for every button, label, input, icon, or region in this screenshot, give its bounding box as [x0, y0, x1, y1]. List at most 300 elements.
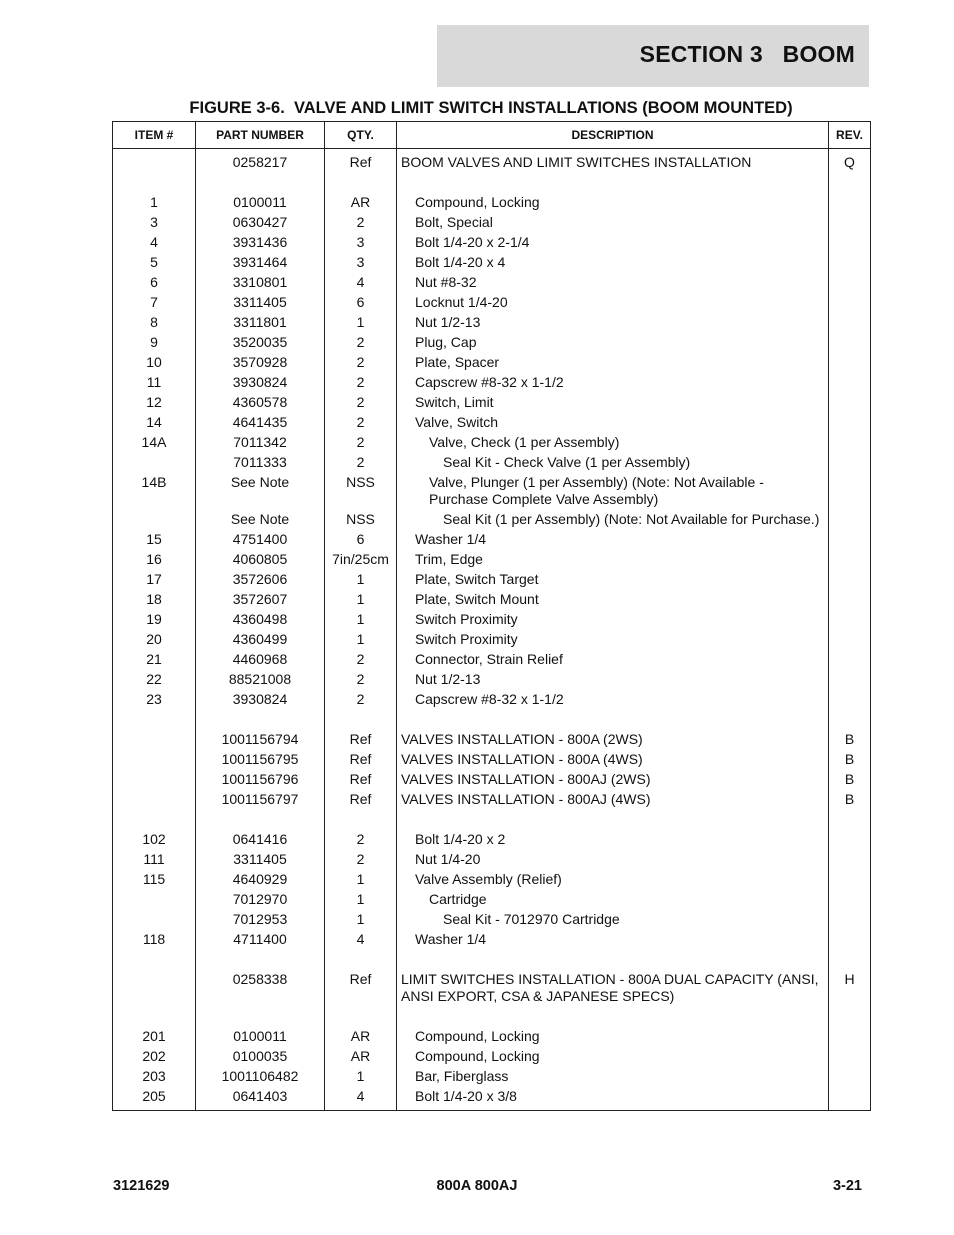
spacer-cell [829, 810, 871, 830]
table-spacer-row [113, 173, 871, 193]
description-cell [397, 1087, 829, 1111]
description-cell [397, 453, 829, 473]
spacer-cell [325, 950, 397, 970]
part-number-cell: 0641416 [196, 830, 325, 850]
description-text: Nut 1/2-13 [415, 314, 481, 330]
rev-cell [829, 413, 871, 433]
description-text: Bolt 1/4-20 x 3/8 [415, 1088, 517, 1104]
qty-cell: 1 [325, 630, 397, 650]
rev-cell [829, 393, 871, 413]
description-cell [397, 570, 829, 590]
table-row [113, 690, 871, 710]
part-number-cell: 4641435 [196, 413, 325, 433]
table-row [113, 313, 871, 333]
column-header-qty: QTY. [325, 122, 397, 149]
description-cell [397, 550, 829, 570]
part-number-cell: 4360499 [196, 630, 325, 650]
table-row [113, 1087, 871, 1111]
table-row [113, 149, 871, 173]
rev-cell [829, 293, 871, 313]
description-text: Bolt 1/4-20 x 2-1/4 [415, 234, 530, 250]
qty-cell: 2 [325, 433, 397, 453]
rev-cell [829, 1087, 871, 1111]
item-cell: 18 [113, 590, 196, 610]
qty-cell: 1 [325, 910, 397, 930]
item-cell: 1 [113, 193, 196, 213]
description-cell [397, 313, 829, 333]
section-title: SECTION 3 BOOM [639, 41, 855, 67]
qty-cell: 4 [325, 1087, 397, 1111]
description-text: Washer 1/4 [415, 931, 487, 947]
description-cell [397, 790, 829, 810]
item-cell [113, 730, 196, 750]
part-number-cell: 0641403 [196, 1087, 325, 1111]
table-row [113, 273, 871, 293]
qty-cell: 2 [325, 353, 397, 373]
qty-cell: 2 [325, 373, 397, 393]
table-row [113, 453, 871, 473]
description-cell [397, 670, 829, 690]
table-row [113, 930, 871, 950]
description-cell [397, 730, 829, 750]
part-number-cell: 3311405 [196, 293, 325, 313]
item-cell: 115 [113, 870, 196, 890]
spacer-cell [397, 950, 829, 970]
qty-cell: 1 [325, 570, 397, 590]
qty-cell: Ref [325, 750, 397, 770]
item-cell: 20 [113, 630, 196, 650]
item-cell: 10 [113, 353, 196, 373]
description-text: Switch Proximity [415, 611, 518, 627]
table-row [113, 433, 871, 453]
description-text: Washer 1/4 [415, 531, 487, 547]
item-cell [113, 790, 196, 810]
table-row [113, 670, 871, 690]
item-cell: 14A [113, 433, 196, 453]
qty-cell: Ref [325, 790, 397, 810]
description-cell [397, 233, 829, 253]
description-text: Valve Assembly (Relief) [415, 871, 562, 887]
spacer-cell [397, 710, 829, 730]
rev-cell [829, 870, 871, 890]
description-cell [397, 970, 829, 1007]
rev-cell [829, 273, 871, 293]
description-text: Plate, Spacer [415, 354, 500, 370]
qty-cell: Ref [325, 730, 397, 750]
section-header-box [437, 25, 869, 87]
rev-cell [829, 690, 871, 710]
description-cell [397, 770, 829, 790]
rev-cell [829, 1047, 871, 1067]
description-cell [397, 149, 829, 173]
qty-cell: 3 [325, 253, 397, 273]
qty-cell: 2 [325, 333, 397, 353]
rev-cell [829, 353, 871, 373]
description-cell [397, 530, 829, 550]
description-text: Cartridge [429, 891, 487, 907]
parts-table [112, 121, 871, 1111]
rev-cell [829, 930, 871, 950]
item-cell: 16 [113, 550, 196, 570]
description-cell [397, 1027, 829, 1047]
rev-cell [829, 590, 871, 610]
table-row [113, 970, 871, 1007]
description-cell [397, 433, 829, 453]
spacer-cell [829, 710, 871, 730]
description-cell [397, 253, 829, 273]
part-number-cell: See Note [196, 510, 325, 530]
description-text: Bolt, Special [415, 214, 493, 230]
table-row [113, 730, 871, 750]
item-cell [113, 453, 196, 473]
part-number-cell: 3570928 [196, 353, 325, 373]
rev-cell: B [829, 770, 871, 790]
item-cell: 6 [113, 273, 196, 293]
part-number-cell: 0258217 [196, 149, 325, 173]
part-number-cell: 3311405 [196, 850, 325, 870]
spacer-cell [113, 950, 196, 970]
description-cell [397, 1047, 829, 1067]
table-row [113, 790, 871, 810]
rev-cell [829, 1067, 871, 1087]
part-number-cell: 0630427 [196, 213, 325, 233]
description-text: Switch, Limit [415, 394, 494, 410]
part-number-cell: See Note [196, 473, 325, 510]
column-header-item: ITEM # [113, 122, 196, 149]
column-header-rev: REV. [829, 122, 871, 149]
description-text: Compound, Locking [415, 1048, 540, 1064]
description-cell [397, 870, 829, 890]
item-cell: 203 [113, 1067, 196, 1087]
description-cell [397, 850, 829, 870]
footer-page-number: 3-21 [832, 1178, 862, 1194]
part-number-cell: 0100011 [196, 1027, 325, 1047]
description-cell [397, 413, 829, 433]
part-number-cell: 7012953 [196, 910, 325, 930]
qty-cell: 4 [325, 273, 397, 293]
description-text: Plate, Switch Mount [415, 591, 539, 607]
qty-cell: 2 [325, 453, 397, 473]
qty-cell: 6 [325, 293, 397, 313]
description-text: Valve, Plunger (1 per Assembly) (Note: Not Available - Purchase Complete Valve Assembly) [429, 474, 764, 507]
part-number-cell: 4060805 [196, 550, 325, 570]
spacer-cell [325, 810, 397, 830]
table-row [113, 590, 871, 610]
rev-cell [829, 453, 871, 473]
spacer-cell [196, 950, 325, 970]
description-text: Bolt 1/4-20 x 4 [415, 254, 506, 270]
spacer-cell [196, 173, 325, 193]
rev-cell [829, 253, 871, 273]
qty-cell: 2 [325, 830, 397, 850]
item-cell [113, 890, 196, 910]
description-cell [397, 750, 829, 770]
description-text: Locknut 1/4-20 [415, 294, 508, 310]
description-cell [397, 193, 829, 213]
table-row [113, 233, 871, 253]
rev-cell [829, 630, 871, 650]
qty-cell: Ref [325, 149, 397, 173]
rev-cell [829, 193, 871, 213]
qty-cell: 3 [325, 233, 397, 253]
part-number-cell: 1001106482 [196, 1067, 325, 1087]
table-row [113, 510, 871, 530]
qty-cell: 2 [325, 213, 397, 233]
description-cell [397, 630, 829, 650]
qty-cell: 2 [325, 650, 397, 670]
part-number-cell: 3572607 [196, 590, 325, 610]
item-cell: 3 [113, 213, 196, 233]
qty-cell: AR [325, 1027, 397, 1047]
table-header-row [113, 122, 871, 149]
description-cell [397, 830, 829, 850]
part-number-cell: 3930824 [196, 690, 325, 710]
spacer-cell [196, 1007, 325, 1027]
qty-cell: Ref [325, 970, 397, 1007]
part-number-cell: 88521008 [196, 670, 325, 690]
qty-cell: 2 [325, 393, 397, 413]
description-text: BOOM VALVES AND LIMIT SWITCHES INSTALLATION [401, 154, 752, 170]
qty-cell: AR [325, 193, 397, 213]
spacer-cell [829, 950, 871, 970]
item-cell: 17 [113, 570, 196, 590]
item-cell: 4 [113, 233, 196, 253]
item-cell [113, 750, 196, 770]
item-cell: 15 [113, 530, 196, 550]
spacer-cell [325, 173, 397, 193]
description-cell [397, 213, 829, 233]
qty-cell: 1 [325, 870, 397, 890]
qty-cell: 1 [325, 1067, 397, 1087]
item-cell [113, 970, 196, 1007]
part-number-cell: 4640929 [196, 870, 325, 890]
description-text: Seal Kit (1 per Assembly) (Note: Not Available for Purchase.) [443, 511, 820, 527]
description-cell [397, 1067, 829, 1087]
table-spacer-row [113, 950, 871, 970]
description-text: Bar, Fiberglass [415, 1068, 509, 1084]
table-row [113, 1027, 871, 1047]
description-text: LIMIT SWITCHES INSTALLATION - 800A DUAL CAPACITY (ANSI, ANSI EXPORT, CSA & JAPANESE SPECS) [401, 971, 819, 1004]
item-cell [113, 770, 196, 790]
item-cell: 19 [113, 610, 196, 630]
description-text: VALVES INSTALLATION - 800A (4WS) [401, 751, 643, 767]
part-number-cell: 1001156794 [196, 730, 325, 750]
part-number-cell: 0100035 [196, 1047, 325, 1067]
spacer-cell [397, 1007, 829, 1027]
rev-cell [829, 670, 871, 690]
rev-cell [829, 373, 871, 393]
qty-cell: 1 [325, 590, 397, 610]
qty-cell: 6 [325, 530, 397, 550]
table-row [113, 890, 871, 910]
rev-cell: H [829, 970, 871, 1007]
rev-cell: B [829, 790, 871, 810]
description-cell [397, 510, 829, 530]
rev-cell [829, 570, 871, 590]
description-text: Compound, Locking [415, 194, 540, 210]
rev-cell [829, 530, 871, 550]
part-number-cell: 3311801 [196, 313, 325, 333]
rev-cell [829, 510, 871, 530]
qty-cell: NSS [325, 510, 397, 530]
rev-cell: Q [829, 149, 871, 173]
part-number-cell: 0100011 [196, 193, 325, 213]
table-row [113, 473, 871, 510]
rev-cell [829, 890, 871, 910]
spacer-cell [325, 710, 397, 730]
table-row [113, 253, 871, 273]
table-row [113, 333, 871, 353]
spacer-cell [829, 1007, 871, 1027]
table-row [113, 1047, 871, 1067]
spacer-cell [325, 1007, 397, 1027]
item-cell [113, 910, 196, 930]
description-text: Nut 1/2-13 [415, 671, 481, 687]
table-spacer-row [113, 710, 871, 730]
item-cell: 14B [113, 473, 196, 510]
description-cell [397, 590, 829, 610]
description-cell [397, 910, 829, 930]
table-row [113, 830, 871, 850]
spacer-cell [113, 173, 196, 193]
part-number-cell: 3520035 [196, 333, 325, 353]
part-number-cell: 4751400 [196, 530, 325, 550]
description-text: Trim, Edge [415, 551, 483, 567]
rev-cell: B [829, 750, 871, 770]
table-row [113, 353, 871, 373]
description-text: Capscrew #8-32 x 1-1/2 [415, 374, 564, 390]
qty-cell: NSS [325, 473, 397, 510]
description-cell [397, 293, 829, 313]
item-cell: 5 [113, 253, 196, 273]
description-text: Switch Proximity [415, 631, 518, 647]
part-number-cell: 1001156795 [196, 750, 325, 770]
part-number-cell: 3931436 [196, 233, 325, 253]
qty-cell: 2 [325, 690, 397, 710]
part-number-cell: 4360578 [196, 393, 325, 413]
description-text: Valve, Check (1 per Assembly) [429, 434, 620, 450]
table-row [113, 850, 871, 870]
description-text: Plug, Cap [415, 334, 477, 350]
column-header-description: DESCRIPTION [397, 122, 829, 149]
rev-cell: B [829, 730, 871, 750]
description-cell [397, 650, 829, 670]
description-cell [397, 890, 829, 910]
qty-cell: 7in/25cm [325, 550, 397, 570]
table-row [113, 193, 871, 213]
rev-cell [829, 433, 871, 453]
spacer-cell [113, 710, 196, 730]
table-row [113, 213, 871, 233]
part-number-cell: 3572606 [196, 570, 325, 590]
rev-cell [829, 333, 871, 353]
rev-cell [829, 910, 871, 930]
part-number-cell: 1001156796 [196, 770, 325, 790]
item-cell: 202 [113, 1047, 196, 1067]
spacer-cell [196, 810, 325, 830]
table-row [113, 1067, 871, 1087]
description-cell [397, 610, 829, 630]
table-row [113, 610, 871, 630]
description-text: Plate, Switch Target [415, 571, 539, 587]
item-cell: 9 [113, 333, 196, 353]
part-number-cell: 4711400 [196, 930, 325, 950]
part-number-cell: 1001156797 [196, 790, 325, 810]
table-row [113, 373, 871, 393]
rev-cell [829, 473, 871, 510]
table-row [113, 413, 871, 433]
item-cell [113, 510, 196, 530]
description-text: Connector, Strain Relief [415, 651, 563, 667]
qty-cell: 1 [325, 313, 397, 333]
description-cell [397, 333, 829, 353]
spacer-cell [829, 173, 871, 193]
item-cell: 23 [113, 690, 196, 710]
spacer-cell [397, 173, 829, 193]
qty-cell: 1 [325, 610, 397, 630]
rev-cell [829, 233, 871, 253]
qty-cell: Ref [325, 770, 397, 790]
part-number-cell: 4360498 [196, 610, 325, 630]
description-cell [397, 273, 829, 293]
qty-cell: 2 [325, 413, 397, 433]
description-text: Nut #8-32 [415, 274, 477, 290]
table-row [113, 293, 871, 313]
description-text: Seal Kit - 7012970 Cartridge [443, 911, 620, 927]
table-row [113, 770, 871, 790]
description-text: VALVES INSTALLATION - 800AJ (4WS) [401, 791, 651, 807]
item-cell: 8 [113, 313, 196, 333]
description-text: Compound, Locking [415, 1028, 540, 1044]
item-cell: 201 [113, 1027, 196, 1047]
qty-cell: 1 [325, 890, 397, 910]
rev-cell [829, 313, 871, 333]
description-text: VALVES INSTALLATION - 800AJ (2WS) [401, 771, 651, 787]
item-cell [113, 149, 196, 173]
spacer-cell [113, 810, 196, 830]
spacer-cell [113, 1007, 196, 1027]
description-cell [397, 930, 829, 950]
item-cell: 111 [113, 850, 196, 870]
parts-table-body [113, 149, 871, 1111]
part-number-cell: 3931464 [196, 253, 325, 273]
table-row [113, 870, 871, 890]
item-cell: 21 [113, 650, 196, 670]
table-row [113, 630, 871, 650]
table-row [113, 910, 871, 930]
item-cell: 22 [113, 670, 196, 690]
rev-cell [829, 830, 871, 850]
footer-document-number: 3121629 [113, 1178, 170, 1194]
part-number-cell: 3310801 [196, 273, 325, 293]
item-cell: 12 [113, 393, 196, 413]
table-spacer-row [113, 810, 871, 830]
qty-cell: 2 [325, 850, 397, 870]
spacer-cell [196, 710, 325, 730]
rev-cell [829, 1027, 871, 1047]
table-row [113, 570, 871, 590]
description-cell [397, 353, 829, 373]
item-cell: 14 [113, 413, 196, 433]
rev-cell [829, 850, 871, 870]
table-row [113, 550, 871, 570]
part-number-cell: 7012970 [196, 890, 325, 910]
qty-cell: 4 [325, 930, 397, 950]
description-text: Nut 1/4-20 [415, 851, 481, 867]
description-cell [397, 373, 829, 393]
part-number-cell: 0258338 [196, 970, 325, 1007]
column-header-part-number: PART NUMBER [196, 122, 325, 149]
